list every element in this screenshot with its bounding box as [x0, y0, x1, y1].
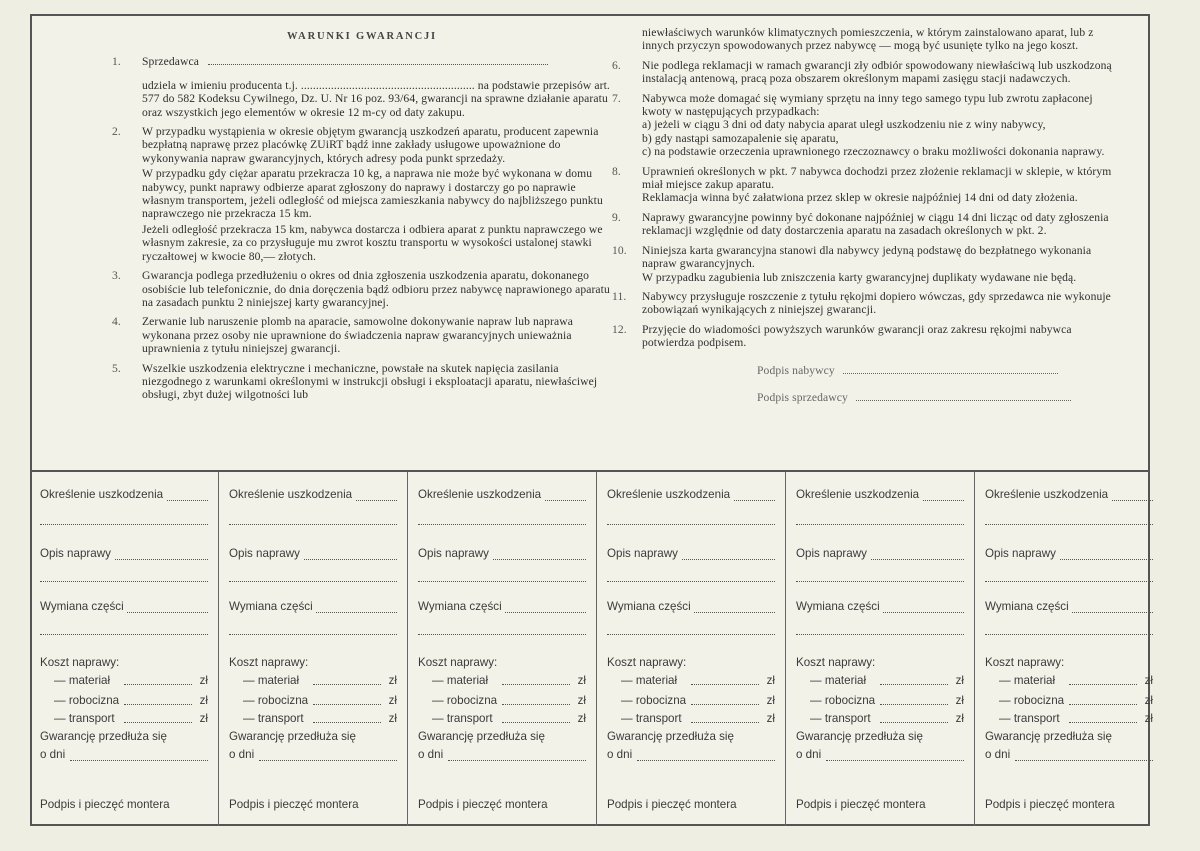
extension-days-field[interactable]: o dni: [985, 748, 1153, 761]
warranty-extension-label: Gwarancję przedłuża się: [418, 730, 545, 743]
paragraph-3: 3. Gwarancja podlega przedłużeniu o okres od dnia zgłoszenia uszkodzenia aparatu, dokonanego osobiście lub telefonicznie, do dnia doręczenia bądź odbioru przez nabywcę naprawionego aparatu na zasadach punktu 2 niniejszej karty gwarancyjnej.: [112, 269, 610, 309]
cost-heading: Koszt naprawy:: [229, 656, 309, 669]
damage-field[interactable]: Określenie uszkodzenia: [985, 488, 1153, 501]
damage-field[interactable]: Określenie uszkodzenia: [796, 488, 964, 501]
labor-cost-field[interactable]: — robocizna zł: [621, 694, 775, 707]
damage-field[interactable]: Określenie uszkodzenia: [40, 488, 208, 501]
material-cost-field[interactable]: — materiał zł: [432, 674, 586, 687]
labor-cost-field[interactable]: — robocizna zł: [54, 694, 208, 707]
repair-description-field[interactable]: Opis naprawy: [985, 547, 1153, 560]
parts-replacement-field[interactable]: Wymiana części: [418, 600, 586, 613]
paragraph-9: 9. Naprawy gwarancyjne powinny być dokonane najpóźniej w ciągu 14 dni licząc od daty zgłoszenia reklamacji względnie od daty dostarczenia aparatu na zasadach określonych w pkt. 2.: [612, 210, 1109, 238]
paragraph-8: 8. Uprawnień określonych w pkt. 7 nabywca dochodzi przez złożenie reklamacji w sklepie, w którym miał miejsce zakup aparatu. Reklamacja winna być załatwiona przez sklep w okresie najpóźniej 14 dni od daty złożenia.: [612, 164, 1112, 205]
paragraph-6: 6. Nie podlega reklamacji w ramach gwarancji zły odbiór spowodowany niewłaściwą lub uszkodzoną instalacją antenową, pracą poza obszarem określonym mapami zasięgu stacji nadawczych.: [612, 58, 1112, 86]
paragraph-12: 12. Przyjęcie do wiadomości powyższych warunków gwarancji oraz zakresu rękojmi nabywca potwierdza podpisem.: [612, 322, 1072, 350]
warranty-extension-label: Gwarancję przedłuża się: [607, 730, 734, 743]
parts-replacement-field[interactable]: Wymiana części: [796, 600, 964, 613]
warranty-extension-label: Gwarancję przedłuża się: [796, 730, 923, 743]
paragraph-10: 10. Niniejsza karta gwarancyjna stanowi dla nabywcy jedyną podstawę do bezpłatnego wykonania napraw gwarancyjnych. W przypadku zagubienia lub zniszczenia karty gwarancyjnej duplikaty wydawane nie będą.: [612, 243, 1092, 284]
extension-days-field[interactable]: o dni: [229, 748, 397, 761]
repair-coupon-6: [977, 472, 1163, 826]
parts-replacement-field[interactable]: Wymiana części: [607, 600, 775, 613]
labor-cost-field[interactable]: — robocizna zł: [810, 694, 964, 707]
seller-signature[interactable]: Podpis sprzedawcy: [757, 391, 1117, 404]
technician-signature[interactable]: Podpis i pieczęć montera: [418, 798, 548, 811]
cost-heading: Koszt naprawy:: [796, 656, 876, 669]
repair-description-field[interactable]: Opis naprawy: [418, 547, 586, 560]
repair-coupon-1: [32, 472, 219, 826]
repair-coupon-3: [410, 472, 597, 826]
repair-description-field[interactable]: Opis naprawy: [607, 547, 775, 560]
warranty-extension-label: Gwarancję przedłuża się: [985, 730, 1112, 743]
paragraph-7: 7. Nabywca może domagać się wymiany sprzętu na inny tego samego typu lub zwrotu zapłaconej kwoty w następujących przypadkach: a) jeżeli w ciągu 3 dni od daty nabycia aparat uległ uszkodzeniu nie z winy nabywcy, b) gdy nastąpi samozapalenie się aparatu, c) na podstawie orzeczenia uprawnionego rzeczoznawcy o braku możliwości dokonania naprawy.: [612, 91, 1105, 159]
left-column: [112, 26, 612, 408]
material-cost-field[interactable]: — materiał zł: [999, 674, 1153, 687]
transport-cost-field[interactable]: — transport zł: [621, 712, 775, 725]
material-cost-field[interactable]: — materiał zł: [621, 674, 775, 687]
repair-description-field[interactable]: Opis naprawy: [796, 547, 964, 560]
repair-coupons: [32, 470, 1153, 826]
extension-days-field[interactable]: o dni: [418, 748, 586, 761]
material-cost-field[interactable]: — materiał zł: [243, 674, 397, 687]
paragraph-11: 11. Nabywcy przysługuje roszczenie z tytułu rękojmi dopiero wówczas, gdy sprzedawca nie wykonuje zobowiązań wynikających z niniejszej gwarancji.: [612, 289, 1111, 317]
technician-signature[interactable]: Podpis i pieczęć montera: [985, 798, 1115, 811]
transport-cost-field[interactable]: — transport zł: [810, 712, 964, 725]
warranty-extension-label: Gwarancję przedłuża się: [229, 730, 356, 743]
damage-field[interactable]: Określenie uszkodzenia: [607, 488, 775, 501]
extension-days-field[interactable]: o dni: [607, 748, 775, 761]
paragraph-1-text: udziela w imieniu producenta t.j. .......................................................... na podstawie przepisów art. 577 do 582 Kodeksu Cywilnego, Dz. U. Nr 16 poz. 93/64, gwarancji na sprawne działanie aparatu oraz wszystkich jego elementów w okresie 12 m-cy od daty zakupu.: [142, 78, 610, 119]
transport-cost-field[interactable]: — transport zł: [54, 712, 208, 725]
material-cost-field[interactable]: — materiał zł: [810, 674, 964, 687]
material-cost-field[interactable]: — materiał zł: [54, 674, 208, 687]
labor-cost-field[interactable]: — robocizna zł: [432, 694, 586, 707]
warranty-sheet: [30, 14, 1153, 826]
damage-field[interactable]: Określenie uszkodzenia: [229, 488, 397, 501]
repair-coupon-2: [221, 472, 408, 826]
transport-cost-field[interactable]: — transport zł: [999, 712, 1153, 725]
technician-signature[interactable]: Podpis i pieczęć montera: [40, 798, 170, 811]
parts-replacement-field[interactable]: Wymiana części: [229, 600, 397, 613]
cost-heading: Koszt naprawy:: [418, 656, 498, 669]
paragraph-1: 1. Sprzedawca udziela w imieniu producenta t.j. .......................................................... na podstawie przepisów art. 577 do 582 Kodeksu Cywilnego, Dz. U. Nr 16 poz. 93/64, gwarancji na sprawne działanie aparatu oraz wszystkich jego elementów w okresie 12 m-cy od daty zakupu.: [112, 55, 612, 119]
right-column: [612, 26, 1117, 404]
seller-field[interactable]: [208, 64, 548, 65]
parts-replacement-field[interactable]: Wymiana części: [985, 600, 1153, 613]
cost-heading: Koszt naprawy:: [40, 656, 120, 669]
transport-cost-field[interactable]: — transport zł: [243, 712, 397, 725]
repair-coupon-4: [599, 472, 786, 826]
labor-cost-field[interactable]: — robocizna zł: [243, 694, 397, 707]
repair-description-field[interactable]: Opis naprawy: [40, 547, 208, 560]
cost-heading: Koszt naprawy:: [985, 656, 1065, 669]
technician-signature[interactable]: Podpis i pieczęć montera: [229, 798, 359, 811]
repair-coupon-5: [788, 472, 975, 826]
extension-days-field[interactable]: o dni: [40, 748, 208, 761]
seller-label: Sprzedawca: [142, 55, 200, 69]
paragraph-4: 4. Zerwanie lub naruszenie plomb na aparacie, samowolne dokonywanie napraw lub naprawa wykonana przez osoby nie uprawnione do świadczenia napraw gwarancyjnych unieważnia uprawnienia z tytułu niniejszej gwarancji.: [112, 315, 573, 356]
buyer-signature[interactable]: Podpis nabywcy: [757, 364, 1117, 377]
cost-heading: Koszt naprawy:: [607, 656, 687, 669]
parts-replacement-field[interactable]: Wymiana części: [40, 600, 208, 613]
labor-cost-field[interactable]: — robocizna zł: [999, 694, 1153, 707]
damage-field[interactable]: Określenie uszkodzenia: [418, 488, 586, 501]
paragraph-2: 2. W przypadku wystąpienia w okresie objętym gwarancją uszkodzeń aparatu, producent zapewnia bezpłatną naprawę przez placówkę ZUiRT bądź inne zakłady usługowe upoważnione do wykonywania napraw gwarancyjnych, których adresy poda punkt sprzedaży. W przypadku gdy ciężar aparatu przekracza 10 kg, a naprawa nie może być wykonana w domu nabywcy, punkt naprawy odbierze aparat zgłoszony do naprawy i dostarczy go po naprawie własnym transportem, jeżeli odległość od miejsca zamieszkania nabywcy do najbliższego punktu naprawczego nie przekracza 15 km. Jeżeli odległość przekracza 15 km, nabywca dostarcza i odbiera aparat z punktu naprawczego we własnym zakresie, za co przysługuje mu zwrot kosztu transportu w wysokości ustalonej stawki ryczałtowej w kwocie 80,— złotych.: [112, 125, 603, 263]
technician-signature[interactable]: Podpis i pieczęć montera: [796, 798, 926, 811]
transport-cost-field[interactable]: — transport zł: [432, 712, 586, 725]
paragraph-5-continued: niewłaściwych warunków klimatycznych pomieszczenia, w którym zainstalowano aparat, lub z innych przyczyn spowodowanych przez nabywcę — mogą być usunięte tylko na jego koszt.: [642, 26, 1094, 53]
document-title: WARUNKI GWARANCJI: [287, 31, 437, 42]
repair-description-field[interactable]: Opis naprawy: [229, 547, 397, 560]
paragraph-5: 5. Wszelkie uszkodzenia elektryczne i mechaniczne, powstałe na skutek napięcia zasilania niezgodnego z warunkami określonymi w instrukcji obsługi i eksploatacji aparatu, niewłaściwej obsługi, zbyt dużej wilgotności lub: [112, 361, 598, 402]
extension-days-field[interactable]: o dni: [796, 748, 964, 761]
technician-signature[interactable]: Podpis i pieczęć montera: [607, 798, 737, 811]
warranty-extension-label: Gwarancję przedłuża się: [40, 730, 167, 743]
